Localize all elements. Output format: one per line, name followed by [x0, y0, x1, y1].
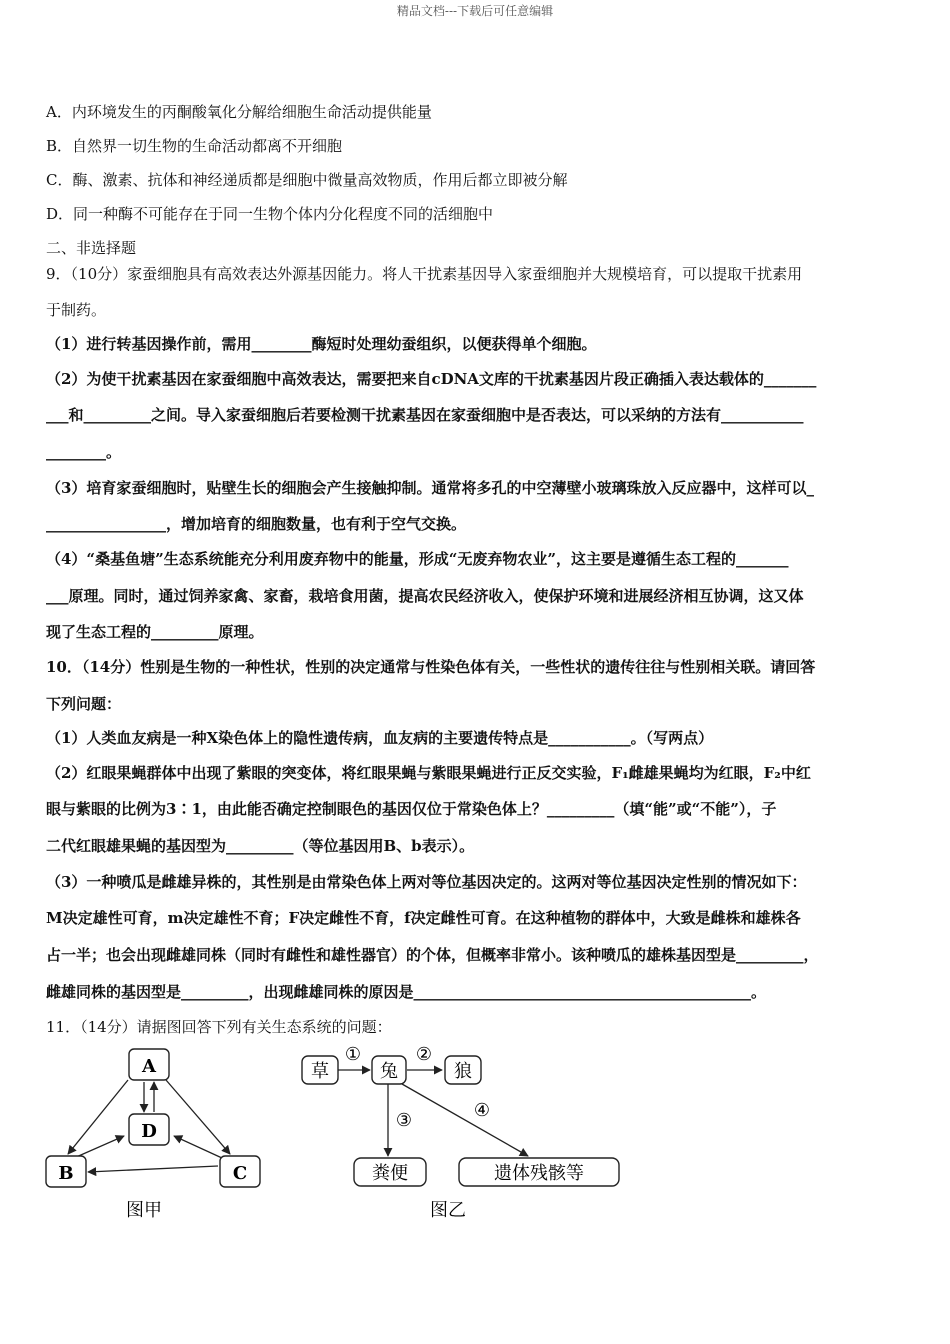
arrow-a-c	[166, 1080, 230, 1154]
node-cao-label: 草	[311, 1061, 329, 1082]
arrow-a-b	[68, 1080, 128, 1154]
arrow-c-b	[88, 1166, 218, 1172]
node-fenbian-label: 粪便	[372, 1163, 408, 1184]
q9-line: （1）进行转基因操作前，需用________酶短时处理幼蚕组织，以便获得单个细胞。	[46, 335, 597, 353]
figure-jia-caption: 图甲	[126, 1200, 162, 1221]
q11-line: 11．（14分）请据图回答下列有关生态系统的问题：	[46, 1018, 392, 1036]
arrow-b-d	[74, 1136, 124, 1158]
option-c: C．酶、激素、抗体和神经递质都是细胞中微量高效物质，作用后都立即被分解	[46, 171, 568, 189]
q9-line: ___和_________之间。导入家蚕细胞后若要检测干扰素基因在家蚕细胞中是否表达，可以采纳的方法有___________	[46, 406, 804, 424]
q10-line: 占一半；也会出现雌雄同株（同时有雌性和雄性器官）的个体，但概率非常小。该种喷瓜的雄株基因型是_________，	[46, 946, 819, 964]
q10-line: （1）人类血友病是一种X染色体上的隐性遗传病，血友病的主要遗传特点是___________。（写两点）	[46, 729, 714, 747]
option-a: A．内环境发生的丙酮酸氧化分解给细胞生命活动提供能量	[46, 103, 432, 121]
q10-line: 10．（14分）性别是生物的一种性状，性别的决定通常与性染色体有关，一些性状的遗传往往与性别相关联。请回答	[46, 658, 816, 676]
q10-line: 二代红眼雄果蝇的基因型为_________（等位基因用B、b表示）。	[46, 837, 475, 855]
figure-yi-caption: 图乙	[430, 1200, 466, 1221]
section-title: 二、非选择题	[46, 239, 137, 257]
node-a-label: A	[142, 1056, 156, 1077]
q9-line: ___原理。同时，通过饲养家禽、家畜，栽培食用菌，提高农民经济收入，使保护环境和进展经济相互协调，这又体	[46, 587, 804, 605]
q9-line: 于制药。	[46, 301, 107, 319]
option-b: B．自然界一切生物的生命活动都离不开细胞	[46, 137, 343, 155]
node-b-label: B	[58, 1163, 74, 1184]
node-d-label: D	[141, 1121, 157, 1142]
node-c-label: C	[232, 1163, 248, 1184]
arrow-tu-yiti	[402, 1084, 528, 1156]
q10-line: 雌雄同株的基因型是_________，出现雌雄同株的原因是_____________________________________________。	[46, 983, 767, 1001]
q10-line: 下列问题：	[46, 695, 122, 713]
q9-line: （2）为使干扰素基因在家蚕细胞中高效表达，需要把来自cDNA文库的干扰素基因片段正确插入表达载体的_______	[46, 370, 817, 388]
figure-jia	[40, 1044, 272, 1226]
page-header: 精品文档---下载后可任意编辑	[396, 4, 554, 18]
figure-yi	[296, 1044, 626, 1226]
q9-line: 9．（10分）家蚕细胞具有高效表达外源基因能力。将人干扰素基因导入家蚕细胞并大规模培育，可以提取干扰素用	[46, 265, 803, 283]
label-2: ②	[415, 1044, 433, 1065]
q9-line: ________。	[46, 443, 122, 461]
arrow-c-d	[174, 1136, 222, 1158]
q9-line: （4）“桑基鱼塘”生态系统能充分利用废弃物中的能量，形成“无废弃物农业”，这主要是遵循生态工程的_______	[46, 550, 789, 568]
label-4: ④	[473, 1100, 491, 1121]
q9-line: ________________，增加培育的细胞数量，也有利于空气交换。	[46, 515, 467, 533]
q10-line: （3）一种喷瓜是雌雄异株的，其性别是由常染色体上两对等位基因决定的。这两对等位基因决定性别的情况如下：	[46, 873, 807, 891]
q9-line: （3）培育家蚕细胞时，贴壁生长的细胞会产生接触抑制。通常将多孔的中空薄壁小玻璃珠放入反应器中，这样可以_	[46, 479, 814, 497]
q10-line: （2）红眼果蝇群体中出现了紫眼的突变体，将红眼果蝇与紫眼果蝇进行正反交实验，F₁雌雄果蝇均为红眼，F₂中红	[46, 764, 811, 782]
option-d: D．同一种酶不可能存在于同一生物个体内分化程度不同的活细胞中	[46, 205, 494, 223]
label-3: ③	[395, 1110, 413, 1131]
q10-line: M决定雄性可育，m决定雄性不育；F决定雌性不育，f决定雌性可育。在这种植物的群体中，大致是雌株和雄株各	[46, 909, 801, 927]
node-tu-label: 兔	[380, 1061, 398, 1082]
node-yiti-label: 遗体残骸等	[494, 1163, 584, 1184]
node-lang-label: 狼	[454, 1061, 472, 1082]
label-1: ①	[344, 1044, 362, 1065]
q10-line: 眼与紫眼的比例为3∶1，由此能否确定控制眼色的基因仅位于常染色体上？_________（填“能”或“不能”），子	[46, 800, 777, 818]
q9-line: 现了生态工程的_________原理。	[46, 623, 264, 641]
